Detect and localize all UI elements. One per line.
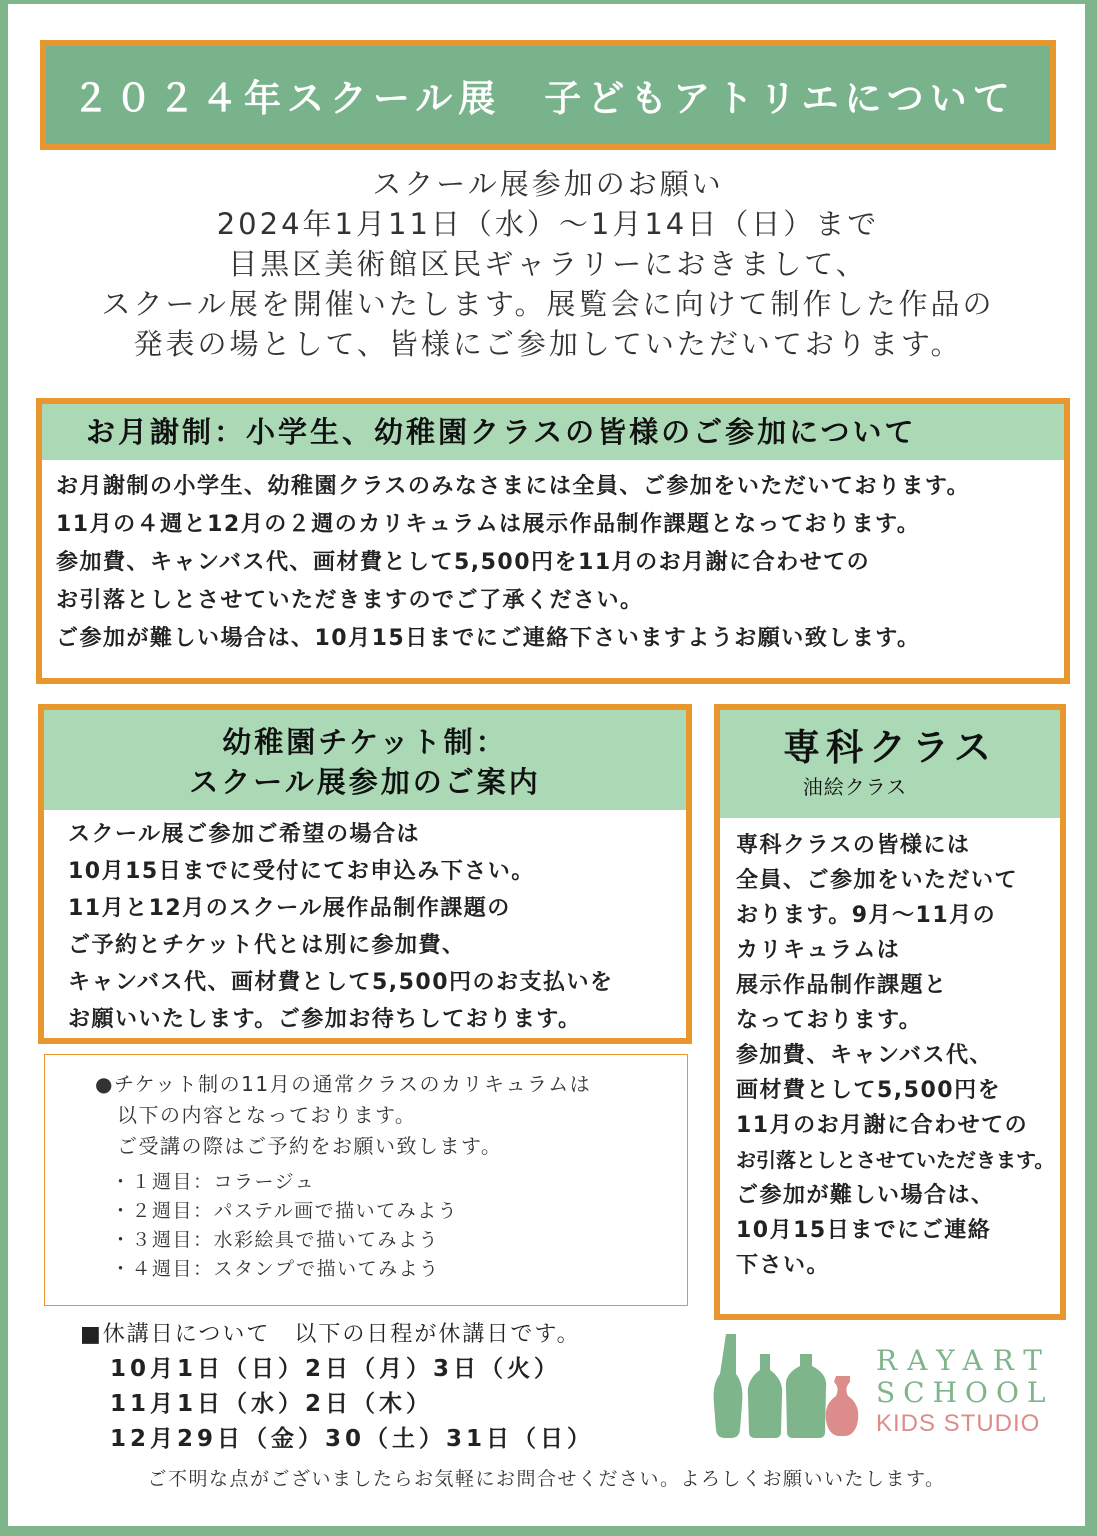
senka-line: 専科クラスの皆様には — [736, 833, 971, 858]
monthly-body — [42, 460, 1064, 658]
curriculum-week: ・４週目：スタンプで描いてみよう — [111, 1258, 440, 1280]
curriculum-weeks — [95, 1168, 687, 1284]
senka-section — [714, 704, 1066, 1320]
senka-line: カリキュラムは — [736, 938, 901, 963]
monthly-line: 参加費、キャンバス代、画材費として5,500円を11月のお月謝に合わせての — [56, 550, 871, 575]
ticket-line: スクール展ご参加ご希望の場合は — [68, 822, 421, 847]
ticket-heading — [44, 710, 686, 810]
footer-note: ご不明な点がございましたらお気軽にお問合せください。よろしくお願いいたします。 — [147, 1468, 946, 1490]
holidays-section — [80, 1318, 680, 1457]
ticket-line: キャンバス代、画材費として5,500円のお支払いを — [68, 970, 614, 995]
intro-line: 発表の場として、皆様にご参加していただいております。 — [133, 327, 963, 361]
monthly-line: お月謝制の小学生、幼稚園クラスのみなさまには全員、ご参加をいただいております。 — [56, 474, 971, 499]
ticket-heading-line: 幼稚園チケット制： — [222, 725, 508, 759]
ticket-line: 10月15日までに受付にてお申込み下さい。 — [68, 859, 535, 884]
curriculum-week: ・３週目：水彩絵具で描いてみよう — [111, 1229, 440, 1251]
curriculum-line: ●チケット制の11月の通常クラスのカリキュラムは — [95, 1072, 592, 1096]
logo-text-kids-studio: KIDS STUDIO — [876, 1410, 1041, 1437]
senka-line: 下さい。 — [736, 1253, 831, 1278]
senka-line: 全員、ご参加をいただいて — [736, 868, 1019, 893]
curriculum-week: ・１週目：コラージュ — [111, 1171, 316, 1193]
curriculum-box — [44, 1054, 688, 1306]
ticket-line: ご予約とチケット代とは別に参加費、 — [68, 933, 466, 958]
senka-body — [720, 818, 1060, 1283]
senka-heading — [720, 710, 1060, 818]
senka-line: おります。9月～11月の — [736, 903, 997, 928]
school-logo — [708, 1332, 1058, 1442]
senka-line: 参加費、キャンバス代、 — [736, 1043, 993, 1068]
title-banner — [40, 40, 1056, 150]
intro-line: 目黒区美術館区民ギャラリーにおきまして、 — [228, 247, 868, 281]
senka-line: 画材費として5,500円を — [736, 1078, 1002, 1103]
ticket-line: 11月と12月のスクール展作品制作課題の — [68, 896, 511, 921]
intro-line: スクール展参加のお願い — [372, 167, 724, 201]
monthly-line: お引落としとさせていただきますのでご了承ください。 — [56, 588, 644, 613]
curriculum-week: ・２週目：パステル画で描いてみよう — [111, 1200, 459, 1222]
holidays-dates — [80, 1352, 680, 1457]
monthly-line: ご参加が難しい場合は、10月15日までにご連絡下さいますようお願い致します。 — [56, 626, 921, 651]
senka-line: ご参加が難しい場合は、 — [736, 1183, 995, 1208]
page-title: ２０２４年スクール展 子どもアトリエについて — [72, 77, 1016, 120]
senka-line: なっております。 — [736, 1008, 923, 1033]
intro-line: 2024年1月11日（水）～1月14日（日）まで — [216, 207, 880, 241]
monthly-section — [36, 398, 1070, 684]
logo-text-rayart: RAYART — [876, 1344, 1052, 1377]
ticket-section — [38, 704, 692, 1044]
senka-line: 10月15日までにご連絡 — [736, 1218, 992, 1243]
intro-text — [48, 164, 1048, 364]
holiday-date: 12月29日（金）30（土）31日（日） — [110, 1426, 595, 1452]
monthly-line: 11月の４週と12月の２週のカリキュラムは展示作品制作課題となっております。 — [56, 512, 921, 537]
bottles-icon — [708, 1332, 868, 1442]
senka-subtitle: 油絵クラス — [802, 775, 908, 799]
holidays-heading: ■休講日について 以下の日程が休講日です。 — [80, 1322, 581, 1347]
senka-title: 専科クラス — [783, 726, 997, 769]
ticket-body — [44, 810, 686, 1038]
ticket-line: お願いいたします。ご参加お待ちしております。 — [68, 1007, 582, 1032]
holiday-date: 10月1日（日）2日（月）3日（火） — [110, 1356, 562, 1382]
holiday-date: 11月1日（水）2日（木） — [110, 1391, 434, 1417]
ticket-heading-line: スクール展参加のご案内 — [189, 765, 541, 799]
senka-line: 展示作品制作課題と — [736, 973, 948, 998]
senka-line: お引落としとさせていただきます。 — [736, 1148, 1055, 1172]
logo-text-school: SCHOOL — [876, 1376, 1054, 1409]
senka-line: 11月のお月謝に合わせての — [736, 1113, 1029, 1138]
curriculum-line: ご受講の際はご予約をお願い致します。 — [117, 1134, 503, 1158]
monthly-heading: お月謝制：小学生、幼稚園クラスの皆様のご参加について — [42, 404, 1064, 460]
intro-line: スクール展を開催いたします。展覧会に向けて制作した作品の — [101, 287, 995, 321]
curriculum-line: 以下の内容となっております。 — [117, 1103, 417, 1127]
